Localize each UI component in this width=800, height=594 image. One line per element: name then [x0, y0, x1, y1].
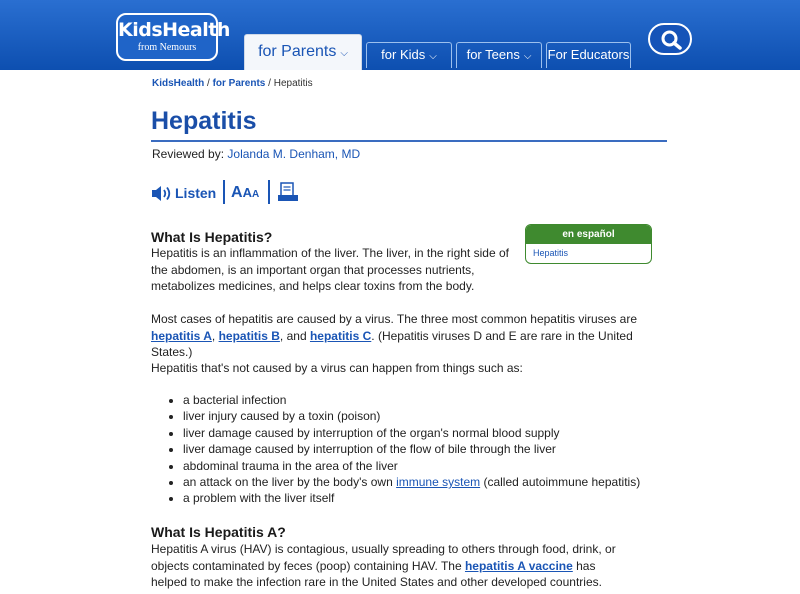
- list-item: • a bacterial infection: [183, 392, 640, 408]
- list-item: • a problem with the liver itself: [183, 490, 640, 506]
- list-item: • liver injury caused by a toxin (poison): [183, 408, 640, 424]
- paragraph-text: has helped to make the infection rare in the United States and other developed countries.: [151, 558, 602, 589]
- immune-system-link[interactable]: immune system: [396, 475, 481, 490]
- tab-for-educators-label: For Educators: [547, 47, 630, 62]
- paragraph-text: , and: [279, 328, 310, 343]
- paragraph-text: . (Hepatitis viruses D and E are rare in the United States.): [151, 328, 633, 359]
- site-header: [0, 0, 800, 70]
- en-espanol-heading: en español: [526, 225, 651, 244]
- tab-for-educators[interactable]: [546, 42, 631, 68]
- search-icon: [661, 30, 683, 50]
- hepatitis-b-link[interactable]: hepatitis B: [218, 328, 280, 343]
- breadcrumb-separator: /: [268, 78, 271, 89]
- tab-for-teens-label: for Teens: [466, 47, 520, 62]
- list-item: • liver damage caused by interruption of the organ's normal blood supply: [183, 425, 640, 441]
- list-item: • abdominal trauma in the area of the liver: [183, 458, 640, 474]
- section-heading-what-is-hepatitis-a: What Is Hepatitis A?: [151, 524, 286, 540]
- chevron-down-icon: ⌵: [429, 51, 437, 62]
- breadcrumb: [152, 78, 313, 89]
- paragraph-text: Hepatitis A virus (HAV) is contagious, usually spreading to others through food, drink, or objects contaminated by feces (poop) containing HAV. The: [151, 542, 616, 573]
- paragraph: Hepatitis is an inflammation of the liver. The liver, in the right side of the abdomen, is an important organ that processes nutrients, metabolizes medicines, and helps clear toxins from the body.: [151, 246, 509, 293]
- text-size-small: A: [251, 189, 260, 200]
- section-heading-what-is-hepatitis: What Is Hepatitis?: [151, 229, 273, 245]
- listen-button[interactable]: [151, 182, 221, 204]
- tab-for-parents[interactable]: [244, 34, 362, 70]
- chevron-down-icon: ⌵: [340, 48, 348, 59]
- reviewer-link[interactable]: Jolanda M. Denham, MD: [227, 147, 361, 161]
- breadcrumb-for-parents[interactable]: for Parents: [212, 78, 266, 89]
- list-item-text: an attack on the liver by the body's own: [183, 475, 397, 490]
- print-button[interactable]: [277, 182, 299, 207]
- text-size-button[interactable]: [231, 183, 259, 205]
- breadcrumb-kidshealth[interactable]: KidsHealth: [152, 78, 205, 89]
- causes-list: [168, 392, 640, 507]
- search-button[interactable]: [648, 23, 692, 55]
- list-item-text: (called autoimmune hepatitis): [480, 475, 641, 490]
- tools-divider: [268, 180, 270, 204]
- hepatitis-a-link[interactable]: hepatitis A: [151, 328, 212, 343]
- paragraph-text: Most cases of hepatitis are caused by a virus. The three most common hepatitis viruses are: [151, 312, 637, 326]
- print-icon: [277, 182, 299, 202]
- tab-for-parents-label: for Parents: [258, 43, 337, 60]
- logo-brand: KidsHealth: [118, 19, 230, 41]
- list-item: • liver damage caused by interruption of the flow of bile through the liver: [183, 441, 640, 457]
- paragraph: [151, 541, 631, 591]
- text-size-medium: A: [242, 185, 252, 200]
- logo-subtitle: from Nemours: [137, 42, 197, 53]
- paragraph: [151, 311, 651, 361]
- title-divider: [151, 140, 667, 142]
- speaker-icon: [151, 185, 173, 202]
- reviewed-by: [152, 147, 360, 161]
- tab-for-kids[interactable]: [366, 42, 452, 68]
- list-item: [183, 474, 640, 490]
- chevron-down-icon: ⌵: [523, 51, 532, 62]
- breadcrumb-current: Hepatitis: [273, 78, 313, 89]
- hepatitis-a-vaccine-link[interactable]: hepatitis A vaccine: [464, 558, 573, 573]
- tab-for-teens[interactable]: [456, 42, 542, 68]
- listen-label: Listen: [175, 185, 217, 201]
- page-title: Hepatitis: [151, 107, 257, 135]
- text-size-large: A: [231, 184, 243, 201]
- breadcrumb-separator: /: [207, 78, 210, 89]
- reviewed-label: Reviewed by:: [152, 147, 225, 161]
- hepatitis-c-link[interactable]: hepatitis C: [309, 328, 372, 343]
- tab-for-kids-label: for Kids: [381, 47, 426, 62]
- en-espanol-box: [525, 224, 652, 264]
- tools-divider: [223, 180, 225, 204]
- kidshealth-logo[interactable]: [116, 13, 230, 61]
- en-espanol-link[interactable]: Hepatitis: [533, 248, 569, 258]
- paragraph: Hepatitis that's not caused by a virus can happen from things such as:: [151, 361, 523, 375]
- paragraph-text: ,: [211, 328, 219, 343]
